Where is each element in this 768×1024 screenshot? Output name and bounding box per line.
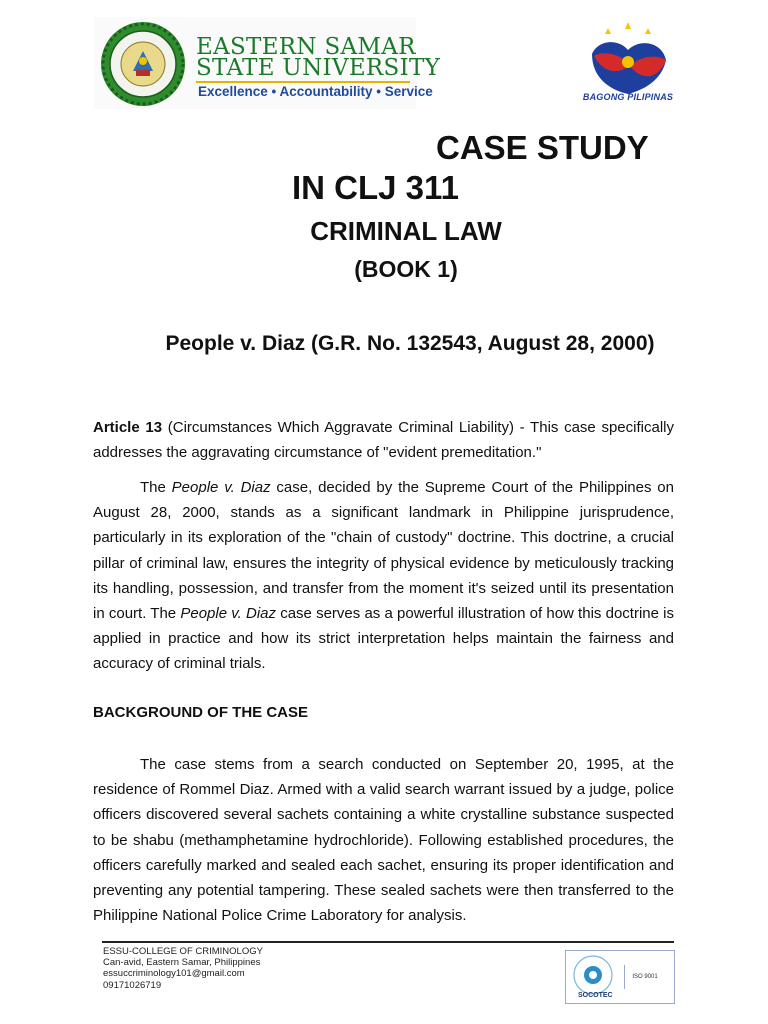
iso-certification-badge xyxy=(565,950,675,1004)
cert-brand: SOCOTEC xyxy=(578,992,613,999)
title-subject: CRIMINAL LAW xyxy=(310,216,502,246)
cert-iso-label: ISO 9001 xyxy=(624,965,665,989)
footer-college: ESSU-COLLEGE OF CRIMINOLOGY xyxy=(103,946,263,957)
university-name-line1: EASTERN SAMAR xyxy=(196,34,416,60)
article-paragraph xyxy=(93,415,674,465)
background-heading: BACKGROUND OF THE CASE xyxy=(93,704,309,721)
case-name-italic-2: People v. Diaz xyxy=(180,605,277,623)
footer-address: Can-avid, Eastern Samar, Philippines xyxy=(103,957,261,969)
main-paragraph xyxy=(93,475,674,677)
footer-contact xyxy=(103,946,263,991)
title-line2: IN CLJ 311 xyxy=(292,169,459,206)
university-motto: Excellence • Accountability • Service xyxy=(198,84,433,99)
university-logo-block xyxy=(94,17,441,109)
title-line1: CASE STUDY xyxy=(436,129,649,166)
main-seg3: case serves as a powerful illustration of how this doctrine is applied in practice and how its strict interpretation helps maintain the fairness and accuracy of criminal trials. xyxy=(93,605,674,673)
case-title: People v. Diaz (G.R. No. 132543, August 28, 2000) xyxy=(165,332,655,355)
title-book: (BOOK 1) xyxy=(354,256,458,282)
background-text: The case stems from a search conducted on September 20, 1995, at the residence of Rommel Diaz. Armed with a valid search warrant issued by a judge, police officers discovered several sachets containing a white crystalline substance suspected to be shabu (methamphetamine hydrochloride). Following established procedures, the officers carefully marked and sealed each sachet, ensuring its proper identification and preventing any potential tampering. These sealed sachets were then transferred to the Philippine National Police Crime Laboratory for analysis. xyxy=(93,756,674,925)
main-seg2: case, decided by the Supreme Court of the Philippines on August 28, 2000, stands as a significant landmark in Philippine jurisprudence, particularly in its exploration of the "chain of custody" doctrine. This doctrine, a crucial pillar of criminal law, ensures the integrity of physical evidence by meticulously tracking its handling, possession, and transfer from the moment it's seized until its presentation in court. The xyxy=(93,479,674,623)
footer-email: essuccriminology101@gmail.com xyxy=(103,968,245,980)
university-seal-icon xyxy=(100,21,186,107)
case-name-italic: People v. Diaz xyxy=(171,479,271,496)
main-seg1: The xyxy=(140,479,172,496)
university-name-line2: STATE UNIVERSITY xyxy=(196,55,441,81)
article-label: Article 13 xyxy=(93,419,163,436)
article-text: (Circumstances Which Aggravate Criminal Liability) - This case specifically addresses the aggravating circumstance of "evident premeditation." xyxy=(93,419,674,462)
footer-phone: 09171026719 xyxy=(103,979,162,991)
background-paragraph xyxy=(93,752,674,928)
footer-divider xyxy=(102,941,674,943)
university-name-divider xyxy=(196,81,410,83)
bagong-pilipinas-label: BAGONG PILIPINAS xyxy=(582,92,674,102)
